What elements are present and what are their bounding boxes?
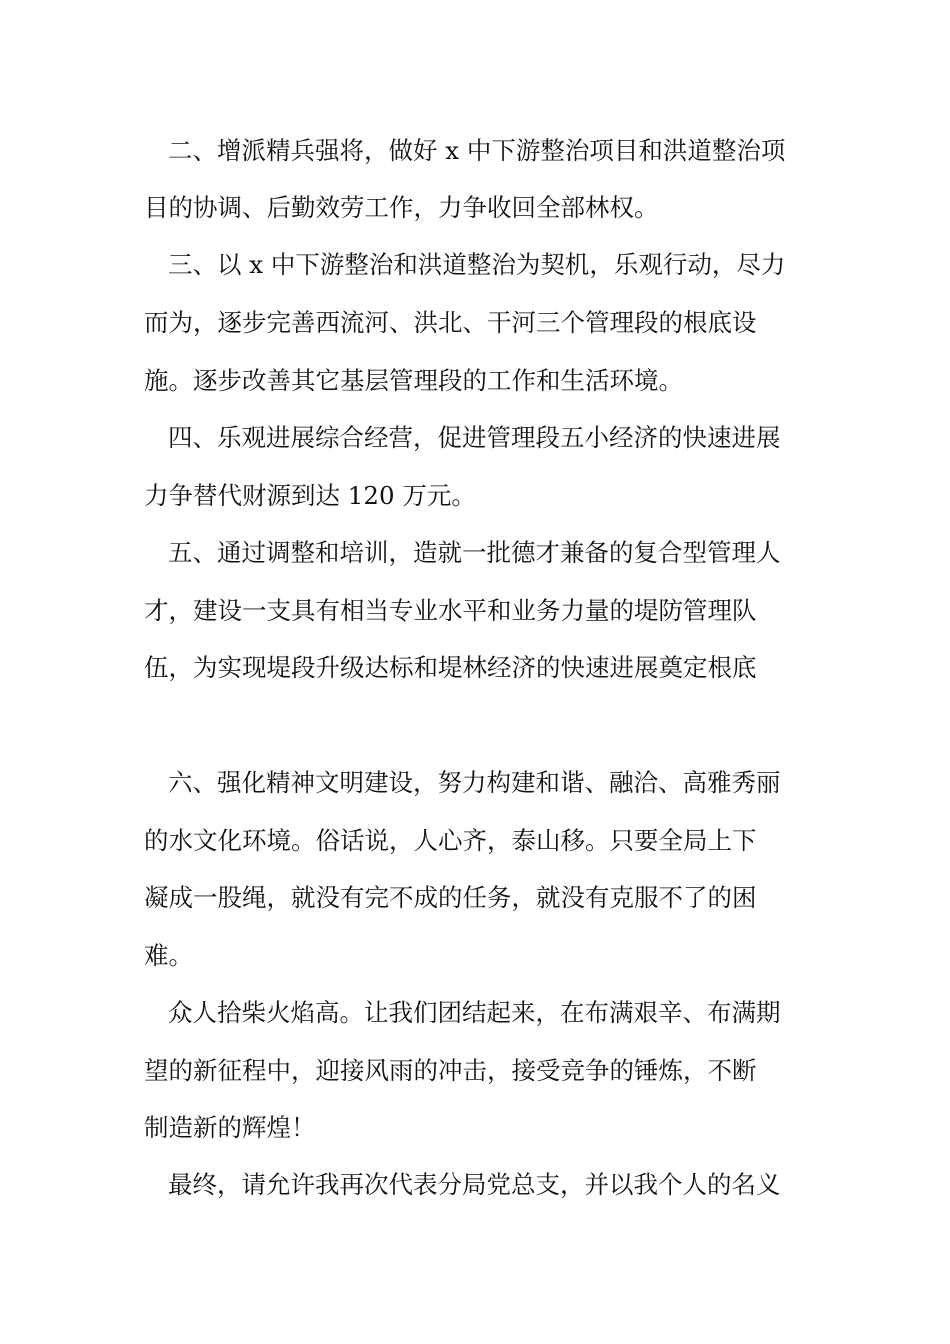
paragraph-6-line-3: 凝成一股绳，就没有完不成的任务，就没有克服不了的困 — [144, 883, 757, 912]
paragraph-5-line-3: 伍，为实现堤段升级达标和堤林经济的快速进展奠定根底 — [144, 653, 757, 682]
paragraph-7-line-1: 众人拾柴火焰高。让我们团结起来，在布满艰辛、布满期 — [168, 998, 781, 1027]
paragraph-2-line-2: 目的协调、后勤效劳工作，力争收回全部林权。 — [144, 193, 659, 222]
paragraph-5-line-1: 五、通过调整和培训，造就一批德才兼备的复合型管理人 — [168, 538, 781, 567]
paragraph-2-line-1: 二、增派精兵强将，做好 x 中下游整治项目和洪道整治项 — [168, 136, 786, 165]
paragraph-3-line-2: 而为，逐步完善西流河、洪北、干河三个管理段的根底设 — [144, 308, 757, 337]
paragraph-7-line-3: 制造新的辉煌！ — [144, 1113, 316, 1142]
paragraph-3-line-1: 三、以 x 中下游整治和洪道整治为契机，乐观行动，尽力 — [168, 250, 786, 279]
paragraph-4-line-1: 四、乐观进展综合经营，促进管理段五小经济的快速进展 — [168, 423, 781, 452]
paragraph-4-line-2: 力争替代财源到达 120 万元。 — [144, 481, 476, 510]
paragraph-3-line-3: 施。逐步改善其它基层管理段的工作和生活环境。 — [144, 366, 683, 395]
paragraph-6-line-2: 的水文化环境。俗话说，人心齐，泰山移。只要全局上下 — [144, 826, 757, 855]
paragraph-8-line-1: 最终，请允许我再次代表分局党总支，并以我个人的名义 — [168, 1170, 781, 1199]
paragraph-5-line-2: 才，建设一支具有相当专业水平和业务力量的堤防管理队 — [144, 596, 757, 625]
paragraph-6-line-1: 六、强化精神文明建设，努力构建和谐、融洽、高雅秀丽 — [168, 768, 781, 797]
paragraph-7-line-2: 望的新征程中，迎接风雨的冲击，接受竞争的锤炼，不断 — [144, 1056, 757, 1085]
paragraph-6-line-4: 难。 — [144, 941, 193, 970]
